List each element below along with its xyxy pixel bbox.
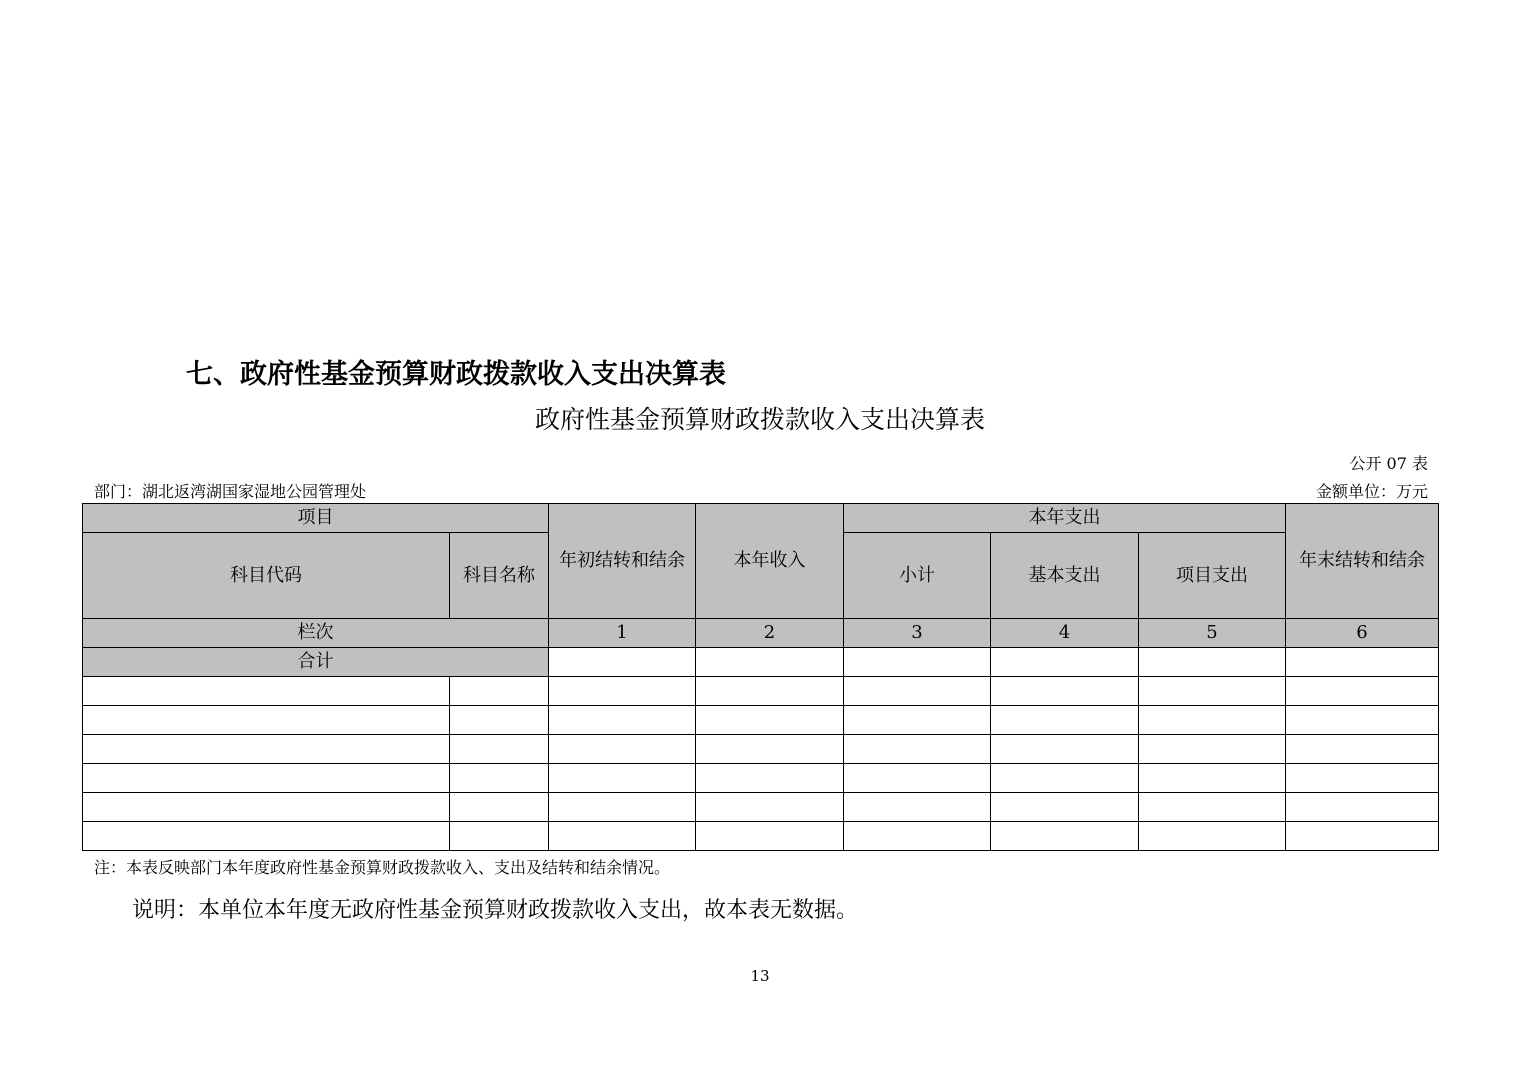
header-end-balance: 年末结转和结余 — [1286, 504, 1439, 619]
table-cell — [83, 677, 450, 706]
table-cell — [450, 764, 549, 793]
header-expense-group: 本年支出 — [844, 504, 1286, 533]
table-cell — [1139, 677, 1286, 706]
table-cell — [549, 735, 696, 764]
table-row — [83, 764, 1439, 793]
table-cell — [450, 735, 549, 764]
total-row — [83, 648, 1439, 677]
table-cell — [844, 822, 991, 851]
section-heading: 七、政府性基金预算财政拨款收入支出决算表 — [186, 359, 726, 390]
table-cell — [844, 764, 991, 793]
table-cell — [1139, 706, 1286, 735]
table-cell — [1139, 764, 1286, 793]
table-cell — [83, 822, 450, 851]
header-project: 项目支出 — [1139, 533, 1286, 619]
table-cell — [844, 677, 991, 706]
table-cell — [991, 735, 1139, 764]
table-cell — [696, 648, 844, 677]
header-income: 本年收入 — [696, 504, 844, 619]
total-label: 合计 — [83, 648, 549, 677]
table-cell — [696, 677, 844, 706]
explanation-text: 说明：本单位本年度无政府性基金预算财政拨款收入支出，故本表无数据。 — [132, 898, 859, 923]
table-cell — [1286, 648, 1439, 677]
table-cell — [549, 648, 696, 677]
table-cell — [549, 706, 696, 735]
table-cell — [83, 764, 450, 793]
table-cell — [549, 677, 696, 706]
header-begin-balance: 年初结转和结余 — [549, 504, 696, 619]
table-cell — [1286, 822, 1439, 851]
table-cell — [844, 706, 991, 735]
table-note: 注：本表反映部门本年度政府性基金预算财政拨款收入、支出及结转和结余情况。 — [94, 858, 671, 877]
table-cell — [549, 822, 696, 851]
header-subtotal: 小计 — [844, 533, 991, 619]
column-number: 6 — [1286, 619, 1439, 648]
column-label: 栏次 — [83, 619, 549, 648]
department-label: 部门：湖北返湾湖国家湿地公园管理处 — [94, 482, 367, 501]
header-basic: 基本支出 — [991, 533, 1139, 619]
table-cell — [450, 822, 549, 851]
table-cell — [1139, 793, 1286, 822]
table-cell — [696, 793, 844, 822]
table-cell — [83, 735, 450, 764]
table-row — [83, 793, 1439, 822]
table-cell — [844, 735, 991, 764]
table-cell — [991, 648, 1139, 677]
form-number: 公开 07 表 — [1349, 454, 1428, 473]
budget-table — [82, 503, 1439, 851]
table-cell — [1139, 735, 1286, 764]
table-cell — [1286, 677, 1439, 706]
table-cell — [991, 793, 1139, 822]
table-cell — [83, 793, 450, 822]
table-cell — [696, 735, 844, 764]
page-number: 13 — [750, 967, 770, 985]
table-row — [83, 706, 1439, 735]
column-number: 2 — [696, 619, 844, 648]
table-cell — [991, 677, 1139, 706]
column-number-row — [83, 619, 1439, 648]
table-cell — [844, 648, 991, 677]
table-cell — [1139, 648, 1286, 677]
header-code: 科目代码 — [83, 533, 450, 619]
table-row — [83, 822, 1439, 851]
table-cell — [991, 706, 1139, 735]
table-cell — [696, 706, 844, 735]
table-cell — [450, 706, 549, 735]
table-cell — [696, 764, 844, 793]
table-cell — [1139, 822, 1286, 851]
table-cell — [549, 764, 696, 793]
table-cell — [1286, 764, 1439, 793]
table-cell — [549, 793, 696, 822]
column-number: 1 — [549, 619, 696, 648]
table-cell — [83, 706, 450, 735]
table-cell — [991, 764, 1139, 793]
table-row — [83, 735, 1439, 764]
table-row — [83, 677, 1439, 706]
table-cell — [450, 677, 549, 706]
header-name: 科目名称 — [450, 533, 549, 619]
header-item: 项目 — [83, 504, 549, 533]
table-title: 政府性基金预算财政拨款收入支出决算表 — [534, 405, 985, 434]
table-cell — [844, 793, 991, 822]
column-number: 4 — [991, 619, 1139, 648]
column-number: 5 — [1139, 619, 1286, 648]
amount-unit-label: 金额单位：万元 — [1315, 482, 1428, 501]
table-cell — [1286, 735, 1439, 764]
table-cell — [1286, 706, 1439, 735]
table-cell — [991, 822, 1139, 851]
column-number: 3 — [844, 619, 991, 648]
table-cell — [1286, 793, 1439, 822]
table-cell — [696, 822, 844, 851]
table-cell — [450, 793, 549, 822]
